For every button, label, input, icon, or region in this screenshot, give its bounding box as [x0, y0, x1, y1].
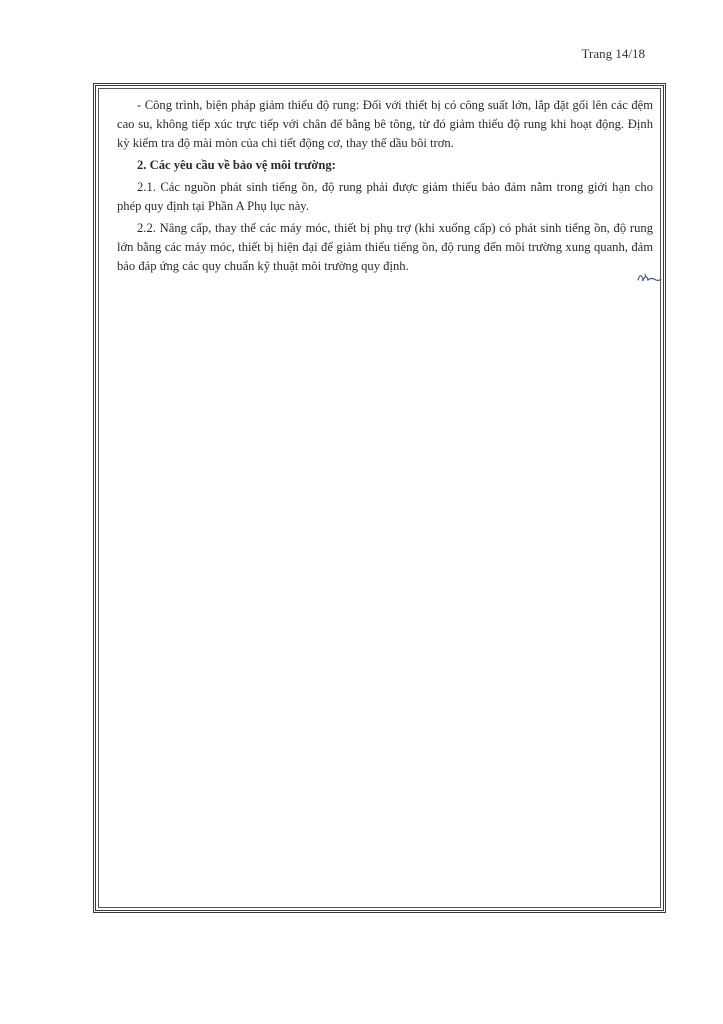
paragraph-requirement-2-2: 2.2. Nâng cấp, thay thế các máy móc, thiết bị phụ trợ (khi xuống cấp) có phát sinh tiếng ồn, độ rung lớn bằng các máy móc, thiết bị hiện đại để giảm thiểu tiếng ồn, độ rung đến môi trường xung quanh, đảm bảo đáp ứng các quy chuẩn kỹ thuật môi trường quy định.: [117, 221, 653, 273]
document-body: [117, 96, 653, 279]
paragraph-vibration-measures: - Công trình, biện pháp giảm thiểu độ rung: Đối với thiết bị có công suất lớn, lắp đặt gối lên các đệm cao su, không tiếp xúc trực tiếp với chân đế bằng bê tông, từ đó giảm thiểu độ rung khi hoạt động. Định kỳ kiểm tra độ mài mòn của chi tiết động cơ, thay thế dầu bôi trơn.: [117, 98, 653, 150]
handwritten-initials-mark: [636, 270, 662, 286]
page-number: Trang 14/18: [581, 46, 645, 61]
paragraph-requirement-2-1: 2.1. Các nguồn phát sinh tiếng ồn, độ rung phải được giảm thiểu bảo đảm nằm trong giới hạn cho phép quy định tại Phần A Phụ lục này.: [117, 180, 653, 213]
section-heading-environmental-requirements: 2. Các yêu cầu về bảo vệ môi trường:: [137, 158, 336, 172]
